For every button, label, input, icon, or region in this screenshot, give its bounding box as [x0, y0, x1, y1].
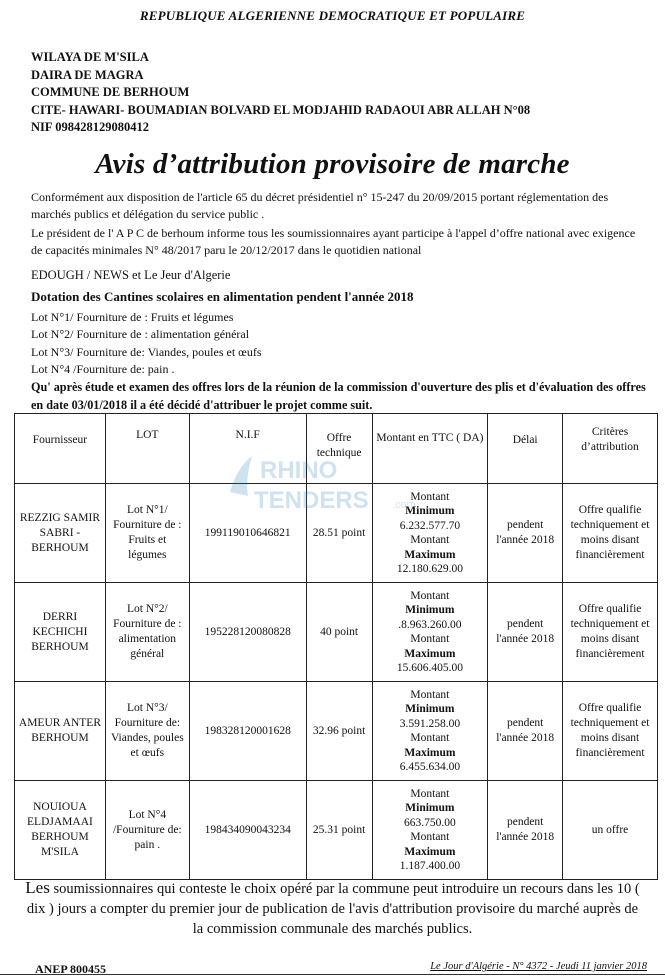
- delay-cell: pendent l'année 2018: [488, 484, 563, 583]
- nif-cell: 198434090043234: [189, 781, 306, 880]
- lots-list: [31, 309, 262, 378]
- decision-text: Qu' après étude et examen des offres lors de la réunion de la commission d'ouverture des plis et d'évaluation des offres en date 03/01/2018 il a été décidé d'attribuer le projet comme suit.: [31, 380, 646, 412]
- newspapers-line: EDOUGH / NEWS et Le Jeur d'Algerie: [31, 268, 231, 282]
- maximum-value: 1.187.400.00: [399, 860, 461, 872]
- nif-cell: 195228120080828: [189, 583, 306, 682]
- header-nif: N.I.F: [189, 414, 306, 484]
- legal-reference: Conformément aux disposition de l'article 65 du décret présidentiel n° 15-247 du 20/09/2015 portant réglementation des marchés publics et délégation du service public .: [31, 190, 609, 221]
- header-criteres: Critères d’attribution: [563, 414, 658, 484]
- header-montant: Montant en TTC ( DA): [372, 414, 488, 484]
- minimum-value: 6.232.577.70: [399, 519, 461, 532]
- montant-label: Montant: [410, 633, 450, 645]
- maximum-value: 6.455.634.00: [399, 761, 461, 773]
- maximum-label: Maximum: [404, 746, 456, 759]
- criteria-cell: Offre qualifie techniquement et moins disant financièrement: [563, 682, 658, 781]
- announcement-text: Le président de l' A P C de berhoum informe tous les soumissionnaires ayant participe à l'appel d’offre national avec exigence de capacités minimales N° 48/2017 paru le 20/12/2017 dans le quotidien national: [31, 226, 636, 257]
- wilaya-line: WILAYA DE M'SILA: [31, 50, 149, 64]
- maximum-label: Maximum: [404, 647, 456, 660]
- offer-cell: 28.51 point: [306, 484, 372, 583]
- minimum-label: Minimum: [405, 604, 455, 616]
- minimum-value: 3.591.258.00: [399, 717, 461, 730]
- criteria-cell: Offre qualifie techniquement et moins disant financièrement: [563, 484, 658, 583]
- svg-text:TENDERS: TENDERS: [254, 487, 369, 514]
- journal-reference: [430, 961, 647, 972]
- maximum-label: Maximum: [404, 845, 456, 858]
- maximum-value: 12.180.629.00: [396, 563, 463, 575]
- table-row: [15, 781, 658, 880]
- minimum-label: Minimum: [405, 703, 455, 715]
- offer-cell: 40 point: [306, 583, 372, 682]
- amount-cell: [372, 484, 488, 583]
- criteria-cell: Offre qualifie techniquement et moins disant financièrement: [563, 583, 658, 682]
- offer-cell: 25.31 point: [306, 781, 372, 880]
- supplier-cell: DERRI KECHICHI BERHOUM: [15, 583, 106, 682]
- lot-item: Lot N°1/ Fourniture de : Fruits et légumes: [31, 310, 234, 324]
- svg-text:.com: .com: [392, 499, 416, 511]
- header-offre: Offre technique: [306, 414, 372, 484]
- minimum-label: Minimum: [405, 505, 455, 517]
- maximum-value: 15.606.405.00: [396, 662, 463, 674]
- delay-cell: pendent l'année 2018: [488, 682, 563, 781]
- appeal-first-word: Les: [25, 878, 50, 897]
- minimum-label: Minimum: [405, 802, 455, 814]
- table-row: [15, 583, 658, 682]
- nif-line: NIF 098428129080412: [31, 120, 149, 134]
- header-lot: LOT: [105, 414, 189, 484]
- lot-cell: Lot N°1/ Fourniture de : Fruits et légumes: [105, 484, 189, 583]
- header-delai: Délai: [488, 414, 563, 484]
- offer-cell: 32.96 point: [306, 682, 372, 781]
- montant-label: Montant: [410, 787, 450, 800]
- amount-cell: [372, 583, 488, 682]
- dotation-heading: Dotation des Cantines scolaires en alimentation pendent l'année 2018: [31, 289, 414, 304]
- issuer-block: [31, 49, 530, 137]
- commune-line: COMMUNE DE BERHOUM: [31, 85, 190, 99]
- supplier-cell: REZZIG SAMIR SABRI - BERHOUM: [15, 484, 106, 583]
- table-header-row: [15, 414, 658, 484]
- nif-cell: 198328120001628: [189, 682, 306, 781]
- minimum-value: 663.750.00: [404, 816, 456, 829]
- montant-label: Montant: [410, 589, 450, 602]
- amount-cell: [372, 781, 488, 880]
- montant-label: Montant: [410, 732, 450, 744]
- montant-label: Montant: [410, 490, 450, 503]
- table-row: [15, 682, 658, 781]
- lot-item: Lot N°3/ Fourniture de: Viandes, poules et œufs: [31, 344, 262, 359]
- journal-text: Le Jour d'Algérie - N° 4372 - Jeudi 11 janvier 2018: [430, 961, 647, 972]
- delay-cell: pendent l'année 2018: [488, 781, 563, 880]
- criteria-cell: un offre: [563, 781, 658, 880]
- nif-cell: 199119010646821: [189, 484, 306, 583]
- address-line: CITE- HAWARI- BOUMADIAN BOLVARD EL MODJAHID RADAOUI ABR ALLAH N°08: [31, 102, 531, 117]
- lot-cell: Lot N°2/ Fourniture de : alimentation général: [105, 583, 189, 682]
- svg-text:RHINO: RHINO: [260, 457, 338, 484]
- daira-line: DAIRA DE MAGRA: [31, 67, 144, 82]
- notice-title: Avis d’attribution provisoire de marche: [95, 148, 570, 180]
- lot-item: Lot N°2/ Fourniture de : alimentation général: [31, 327, 250, 342]
- appeal-text: soumissionnaires qui conteste le choix opéré par la commune peut introduire un recours dans les 10 ( dix ) jours a compter du premier jour de publication de l'avis d'attribution provisoire du marché auprès de la commission communale des marchés publics.: [26, 881, 640, 937]
- minimum-value: .8.963.260.00: [398, 618, 462, 631]
- lot-item: Lot N°4 /Fourniture de: pain .: [31, 361, 175, 376]
- lot-cell: Lot N°3/ Fourniture de: Viandes, poules et œufs: [105, 682, 189, 781]
- montant-label: Montant: [410, 831, 450, 843]
- lot-cell: Lot N°4 /Fourniture de: pain .: [105, 781, 189, 880]
- table-row: [15, 484, 658, 583]
- delay-cell: pendent l'année 2018: [488, 583, 563, 682]
- anep-reference: ANEP 800455: [35, 962, 107, 976]
- amount-cell: [372, 682, 488, 781]
- attribution-table: [14, 413, 658, 880]
- montant-label: Montant: [410, 688, 450, 701]
- bottom-rule: [0, 974, 665, 975]
- header-fournisseur: Fournisseur: [15, 414, 106, 484]
- montant-label: Montant: [410, 534, 450, 546]
- supplier-cell: AMEUR ANTER BERHOUM: [15, 682, 106, 781]
- maximum-label: Maximum: [404, 548, 456, 561]
- appeal-notice: [20, 878, 645, 939]
- supplier-cell: NOUIOUA ELDJAMAAI BERHOUM M'SILA: [15, 781, 106, 880]
- republic-heading: REPUBLIQUE ALGERIENNE DEMOCRATIQUE ET POPULAIRE: [139, 8, 526, 23]
